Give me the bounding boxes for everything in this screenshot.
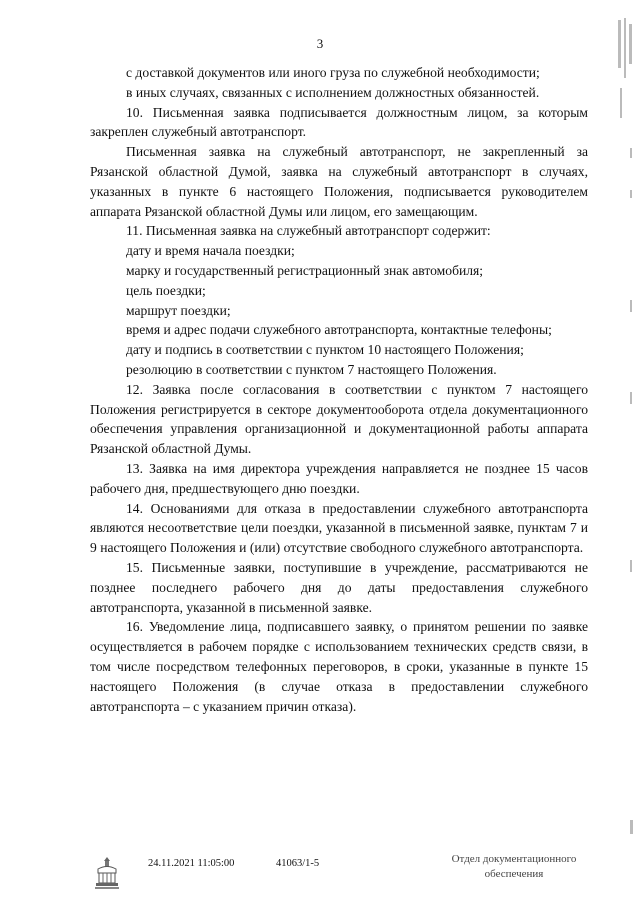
paragraph: цель поездки; [126, 282, 206, 298]
department-line: Отдел документационного [451, 853, 577, 865]
paragraph: дату и подпись в соответствии с пунктом 10 настоящего Положения; [126, 342, 524, 358]
page-number: 3 [316, 36, 324, 51]
department-line: обеспечения [484, 868, 544, 880]
paragraph: резолюцию в соответствии с пунктом 7 настоящего Положения. [126, 361, 497, 377]
scan-edge-artifact [612, 18, 638, 128]
paragraph: с доставкой документов или иного груза по служебной необходимости; [126, 65, 540, 80]
footer-doc-number: 41063/1-5 [276, 858, 320, 869]
scan-speck [630, 392, 632, 404]
footer-department [440, 852, 588, 882]
footer-timestamp: 24.11.2021 11:05:00 [148, 858, 235, 869]
paragraph: 16. Уведомление лица, подписавшего заявку, о принятом решении по заявке осуществляется в рабочем порядке с использованием технических средств связи, в том числе посредством телефонных переговоров, в сроки, указанные в пункте 15 настоящего Положения (в случае отказа в предоставлении служебного автотранспорта – с указанием причин отказа). [90, 619, 588, 714]
coat-of-arms-icon [92, 855, 122, 891]
paragraph: 15. Письменные заявки, поступившие в учреждение, рассматриваются не позднее последнего рабочего дня до даты предоставления служебного автотранспорта, указанной в письменной заявке. [90, 559, 588, 615]
paragraph: 14. Основаниями для отказа в предоставлении служебного автотранспорта являются несоответствие цели поездки, указанной в письменной заявке, пунктам 7 и 9 настоящего Положения и (или) отсутствие свободного служебного автотранспорта. [90, 500, 588, 556]
paragraph: марку и государственный регистрационный знак автомобиля; [126, 262, 484, 278]
paragraph: маршрут поездки; [126, 302, 231, 318]
scan-speck [630, 560, 632, 572]
document-body [90, 63, 588, 716]
paragraph: 10. Письменная заявка подписывается должностным лицом, за которым закреплен служебный автотранспорт. [90, 104, 588, 140]
scan-speck [630, 820, 633, 834]
paragraph: 13. Заявка на имя директора учреждения направляется не позднее 15 часов рабочего дня, предшествующего дню поездки. [90, 460, 588, 496]
paragraph: 12. Заявка после согласования в соответствии с пунктом 7 настоящего Положения регистрируется в секторе документооборота отдела документационного обеспечения управления организационной и документационной работы аппарата Рязанской областной Думы. [90, 381, 588, 457]
scan-speck [630, 190, 632, 198]
paragraph: 11. Письменная заявка на служебный автотранспорт содержит: [126, 223, 491, 239]
paragraph: в иных случаях, связанных с исполнением должностных обязанностей. [126, 84, 540, 100]
scan-speck [630, 300, 632, 312]
paragraph: дату и время начала поездки; [126, 243, 295, 259]
paragraph: время и адрес подачи служебного автотранспорта, контактные телефоны; [126, 322, 552, 338]
scan-speck [630, 148, 632, 158]
paragraph: Письменная заявка на служебный автотранспорт, не закрепленный за Рязанской областной Думой, заявка на служебный автотранспорт в случаях, указанных в пункте 6 настоящего Положения, подписывается руководителем аппарата Рязанской областной Думы или лицом, его замещающим. [90, 144, 588, 219]
